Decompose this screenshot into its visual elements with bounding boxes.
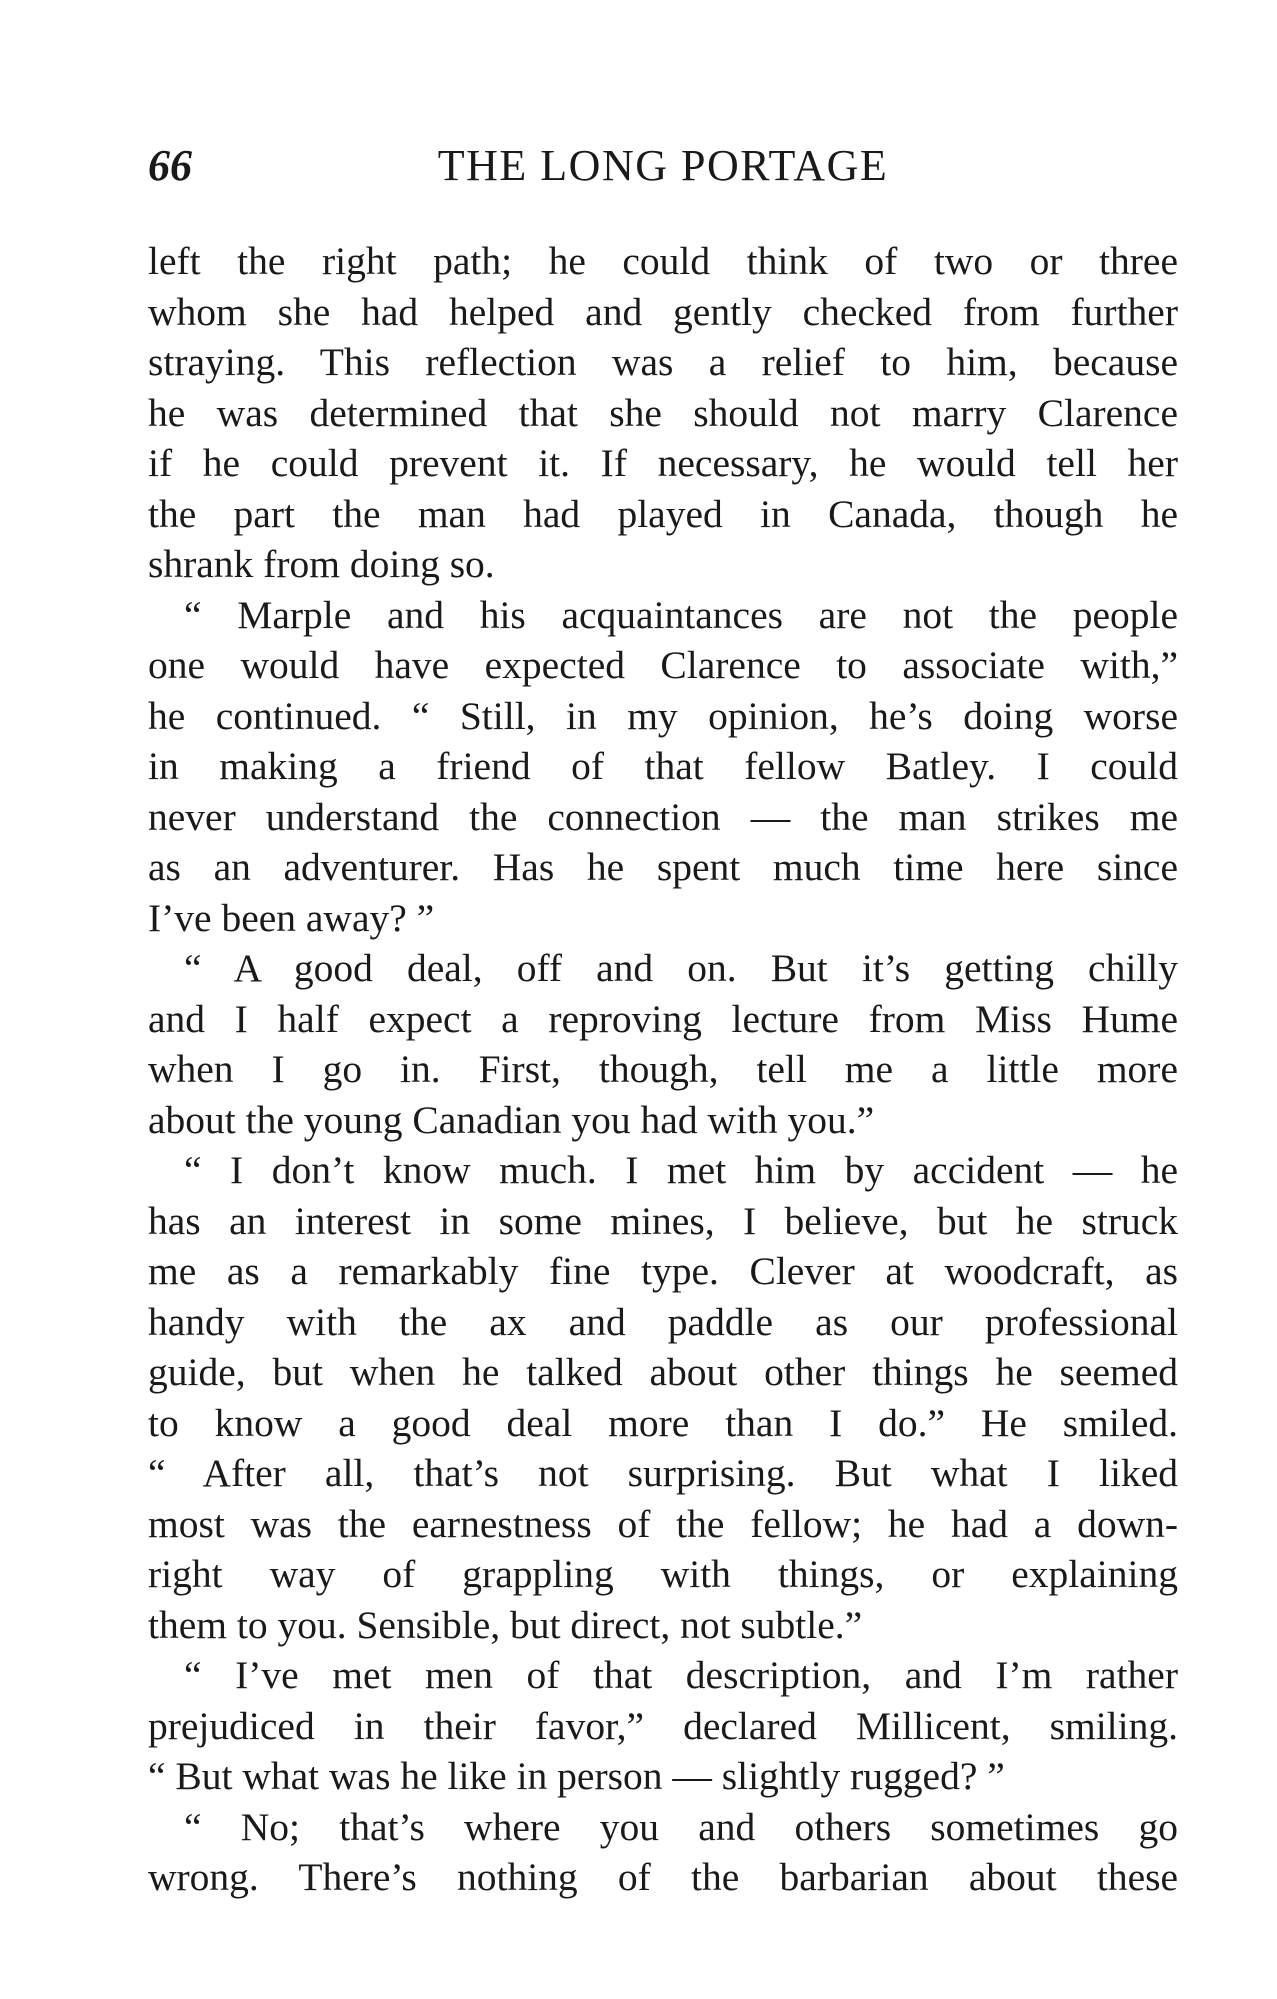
body-text <box>148 236 1178 1903</box>
text-line: as an adventurer. Has he spent much time here since <box>148 845 1178 889</box>
text-line: has an interest in some mines, I believe, but he struck <box>148 1198 1178 1243</box>
text-line: and I half expect a reproving lecture from Miss Hume <box>148 996 1178 1041</box>
text-line: to know a good deal more than I do.” He smiled. <box>148 1400 1178 1445</box>
text-line: right way of grappling with things, or explaining <box>148 1552 1178 1596</box>
text-line: most was the earnestness of the fellow; he had a down- <box>148 1501 1178 1546</box>
text-line: “ No; that’s where you and others sometimes go <box>184 1804 1178 1849</box>
text-line: shrank from doing so. <box>148 542 495 586</box>
text-line: the part the man had played in Canada, though he <box>148 491 1178 536</box>
text-line: one would have expected Clarence to associate with,” <box>148 643 1178 687</box>
text-line: “ A good deal, off and on. But it’s getting chilly <box>184 946 1178 990</box>
text-line: never understand the connection — the man strikes me <box>148 794 1178 839</box>
page-number: 66 <box>148 141 192 190</box>
text-line: straying. This reflection was a relief to him, because <box>148 340 1178 384</box>
text-line: them to you. Sensible, but direct, not subtle.” <box>148 1602 863 1647</box>
text-line: “ Marple and his acquaintances are not the people <box>184 592 1178 637</box>
text-line: me as a remarkably fine type. Clever at woodcraft, as <box>148 1249 1178 1293</box>
running-title: THE LONG PORTAGE <box>437 141 889 190</box>
text-line: about the young Canadian you had with you.” <box>148 1097 875 1142</box>
text-line: left the right path; he could think of two or three <box>148 239 1178 283</box>
text-line: handy with the ax and paddle as our professional <box>148 1299 1178 1344</box>
text-line: prejudiced in their favor,” declared Millicent, smiling. <box>148 1703 1178 1748</box>
page-header <box>148 140 1178 200</box>
text-line: guide, but when he talked about other things he seemed <box>148 1350 1178 1394</box>
text-line: “ But what was he like in person — slightly rugged? ” <box>148 1754 1005 1798</box>
text-line: “ I don’t know much. I met him by accident — he <box>184 1148 1178 1192</box>
text-line: wrong. There’s nothing of the barbarian about these <box>148 1855 1178 1899</box>
text-line: whom she had helped and gently checked from further <box>148 289 1178 334</box>
text-line: “ I’ve met men of that description, and I’m rather <box>184 1653 1178 1697</box>
text-line: if he could prevent it. If necessary, he would tell her <box>148 441 1178 485</box>
text-line: I’ve been away? ” <box>148 895 435 940</box>
text-line: he was determined that she should not marry Clarence <box>148 390 1178 435</box>
text-line: he continued. “ Still, in my opinion, he’s doing worse <box>148 693 1178 738</box>
text-line: in making a friend of that fellow Batley. I could <box>148 744 1178 788</box>
text-line: “ After all, that’s not surprising. But what I liked <box>148 1451 1178 1495</box>
text-line: when I go in. First, though, tell me a little more <box>148 1047 1178 1091</box>
